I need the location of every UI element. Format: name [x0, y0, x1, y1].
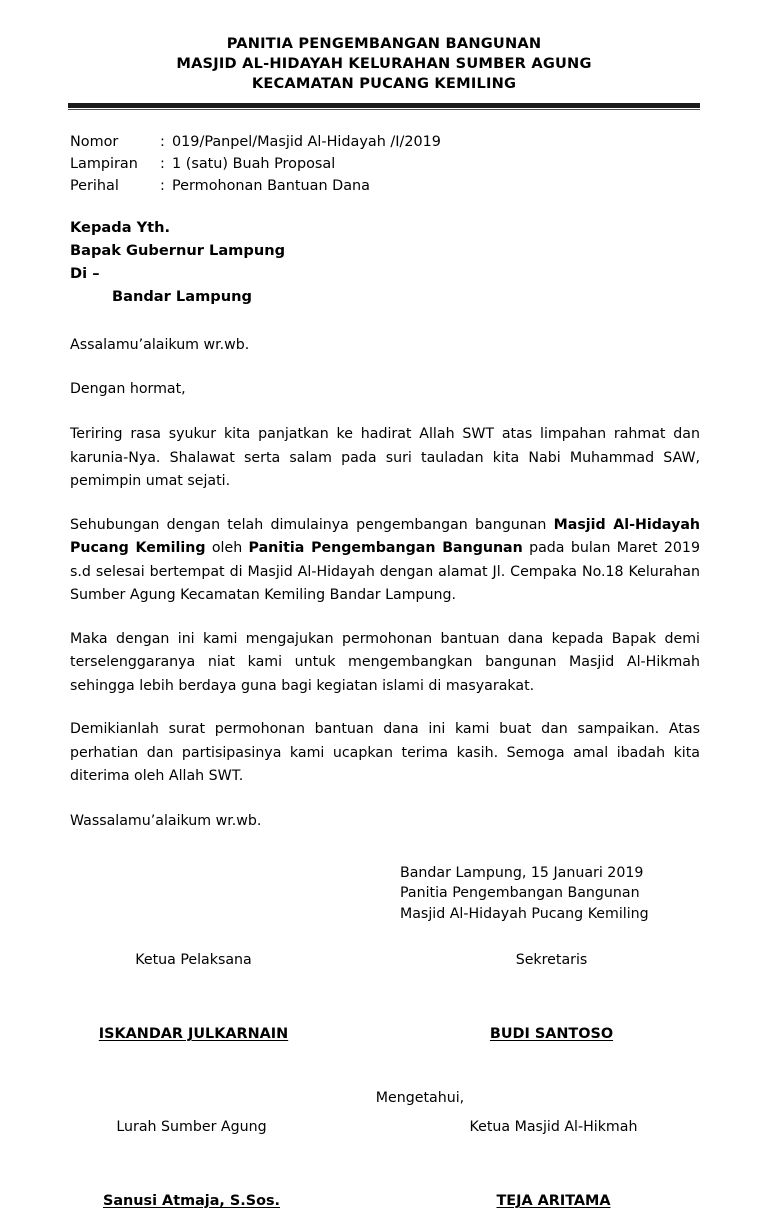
acknowledgement-column-left: [70, 1117, 385, 1137]
signature-title-sekretaris: Sekretaris: [515, 952, 588, 968]
salutation-closing: Wassalamu’alaikum wr.wb.: [70, 812, 262, 829]
acknowledgement-names-row: [0, 1137, 768, 1209]
letterhead-line-1: PANITIA PENGEMBANGAN BANGUNAN: [226, 35, 542, 52]
paragraph-2-segment-1: Sehubungan dengan telah dimulainya pengembangan bangunan: [70, 516, 554, 533]
signature-name-sekretaris: BUDI SANTOSO: [489, 1026, 614, 1042]
dateline-org-line-1: Panitia Pengembangan Bangunan: [400, 885, 640, 901]
reference-row-perihal: [70, 175, 768, 197]
acknowledgement-space-right: [407, 1137, 700, 1193]
acknowledgement-title-ketua-masjid: Ketua Masjid Al-Hikmah: [469, 1119, 638, 1135]
body-paragraph-3: Maka dengan ini kami mengajukan permohonan bantuan dana kepada Bapak demi terselenggaranya niat kami untuk mengembangkan bangunan Masjid Al-Hikmah sehingga lebih berdaya guna bagi kegiatan islami di masyarakat.: [70, 630, 700, 694]
acknowledgement-title-lurah: Lurah Sumber Agung: [116, 1119, 267, 1135]
addressee-block: [0, 216, 768, 308]
reference-value-nomor: 019/Panpel/Masjid Al-Hidayah /I/2019: [172, 134, 441, 150]
acknowledgement-name-lurah: Sanusi Atmaja, S.Sos.: [102, 1193, 281, 1209]
body-paragraph-1: Teriring rasa syukur kita panjatkan ke hadirat Allah SWT atas limpahan rahmat dan karunia-Nya. Shalawat serta salam pada suri tauladan kita Nabi Muhammad SAW, pemimpin umat sejati.: [70, 426, 700, 489]
signature-name-column-left: [70, 970, 385, 1042]
paragraph-2-segment-3: pada bulan Maret 2019 s.d selesai bertempat di Masjid Al-Hidayah dengan alamat Jl. Cempaka No.18 Kelurahan Sumber Agung Kecamatan Kemiling Bandar Lampung.: [70, 540, 700, 603]
letter-body: [0, 335, 768, 831]
addressee-line-di: Di –: [70, 265, 100, 282]
acknowledgement-block: [0, 1088, 768, 1108]
acknowledgement-name-column-right: [385, 1137, 700, 1209]
acknowledgement-space-left: [70, 1137, 313, 1193]
signature-space-right: [403, 970, 700, 1026]
acknowledgement-name-ketua-masjid: TEJA ARITAMA: [496, 1193, 611, 1209]
acknowledgement-column-right: [385, 1117, 700, 1137]
signature-name-column-right: [385, 970, 700, 1042]
letterhead-line-2: MASJID AL-HIDAYAH KELURAHAN SUMBER AGUNG: [176, 55, 592, 72]
divider-thin-rule: [68, 109, 700, 110]
acknowledgement-titles-row: [0, 1117, 768, 1137]
signature-titles-row: [0, 950, 768, 970]
reference-value-lampiran: 1 (satu) Buah Proposal: [172, 156, 336, 172]
signature-column-left: [70, 950, 385, 970]
reference-label-lampiran: Lampiran: [70, 156, 138, 172]
signature-space-left: [70, 970, 317, 1026]
dateline-block: [0, 863, 768, 925]
letterhead-line-3: KECAMATAN PUCANG KEMILING: [251, 75, 517, 92]
acknowledgement-name-column-left: [70, 1137, 385, 1209]
addressee-line-city: Bandar Lampung: [112, 288, 252, 305]
greeting-line: Dengan hormat,: [70, 381, 186, 397]
reference-value-perihal: Permohonan Bantuan Dana: [172, 178, 370, 194]
body-paragraph-2: [70, 514, 700, 608]
body-paragraph-4: Demikianlah surat permohonan bantuan dana ini kami buat dan sampaikan. Atas perhatian dan partisipasinya kami ucapkan terima kasih. Semoga amal ibadah kita diterima oleh Allah SWT.: [70, 721, 700, 784]
reference-colon-lampiran: :: [160, 156, 165, 172]
signature-column-right: [385, 950, 700, 970]
reference-colon-perihal: :: [160, 178, 165, 194]
paragraph-2-bold-panitia: Panitia Pengembangan Bangunan: [248, 540, 523, 556]
acknowledgement-heading: Mengetahui,: [375, 1090, 465, 1106]
addressee-line-recipient: Bapak Gubernur Lampung: [70, 242, 286, 259]
signature-name-ketua-pelaksana: ISKANDAR JULKARNAIN: [98, 1026, 289, 1042]
signature-names-row: [0, 970, 768, 1042]
salutation-opening: Assalamu’alaikum wr.wb.: [70, 337, 250, 353]
reference-label-nomor: Nomor: [70, 134, 119, 150]
reference-row-nomor: [70, 131, 768, 153]
dateline-org-line-2: Masjid Al-Hidayah Pucang Kemiling: [400, 905, 649, 922]
signature-title-ketua-pelaksana: Ketua Pelaksana: [135, 952, 252, 968]
paragraph-2-segment-2: oleh: [205, 540, 249, 556]
reference-row-lampiran: [70, 153, 768, 175]
paragraph-2-bold-masjid: Masjid Al-Hidayah Pucang Kemiling: [70, 516, 700, 556]
letterhead-divider: [68, 103, 700, 110]
reference-label-perihal: Perihal: [70, 178, 119, 194]
letterhead: [0, 0, 768, 110]
reference-block: [0, 131, 768, 197]
dateline-place-date: Bandar Lampung, 15 Januari 2019: [400, 864, 644, 881]
reference-colon-nomor: :: [160, 134, 165, 150]
addressee-line-kepada: Kepada Yth.: [70, 219, 171, 236]
